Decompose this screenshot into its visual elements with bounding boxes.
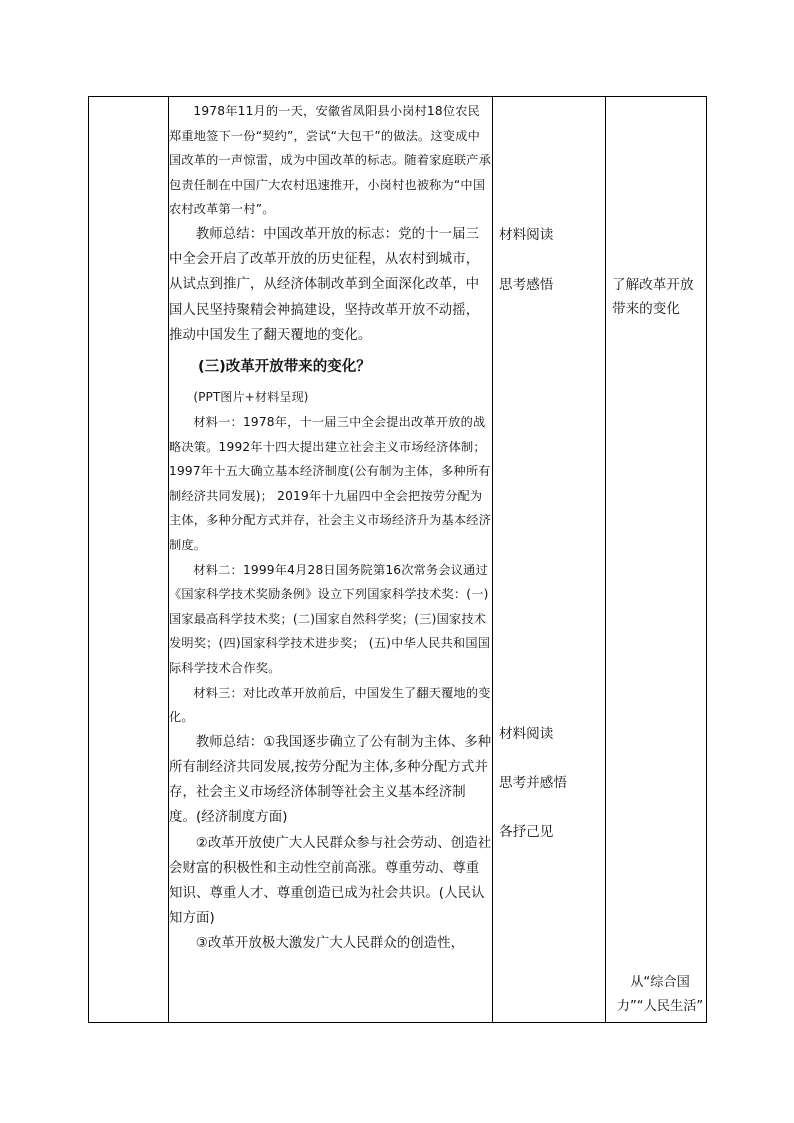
design-intent-cell xyxy=(606,97,707,1023)
teacher-summary-reform-symbol: 教师总结：中国改革开放的标志：党的十一届三中全会开启了改革开放的历史征程，从农村到城市，从试点到推广，从经济体制改革到全面深化改革，中国人民坚持聚精会神搞建设，坚持改革开放不动摇，推动中国发生了翻天覆地的变化。 xyxy=(169,226,480,343)
ppt-note: (PPT图片+材料呈现) xyxy=(193,389,309,404)
activity-material-reading-2: 材料阅读 xyxy=(499,726,554,742)
teaching-process-cell xyxy=(169,97,493,1023)
activity-material-reading: 材料阅读 xyxy=(499,227,554,243)
goal-national-power: 从“综合国力”“人民生活” xyxy=(616,975,704,1014)
section-heading-changes: (三)改革开放带来的变化？ xyxy=(198,358,371,375)
blank-cell xyxy=(89,97,169,1023)
teacher-summary-two: ②改革开放使广大人民群众参与社会劳动、创造社会财富的积极性和主动性空前高涨。尊重劳动、尊重知识、尊重人才、尊重创造已成为社会共识。(人民认知方面) xyxy=(169,835,492,927)
teacher-summary-one: 教师总结：①我国逐步确立了公有制为主体、多种所有制经济共同发展,按劳分配为主体,多种分配方式并存，社会主义市场经济体制等社会主义基本经济制度。(经济制度方面) xyxy=(169,734,492,826)
student-activity-cell xyxy=(493,97,606,1023)
material-one: 材料一：1978年，十一届三中全会提出改革开放的战略决策。1992年十四大提出建立社会主义市场经济体制；1997年十五大确立基本经济制度(公有制为主体，多种所有制经济共同发展)； 2019年十九届四中全会把按劳分配为主体，多种分配方式并存，社会主义市场经济升为基本经济制度。 xyxy=(169,414,492,552)
lesson-plan-table xyxy=(88,96,707,1023)
table-row xyxy=(89,97,707,1023)
material-three: 材料三：对比改革开放前后，中国发生了翻天覆地的变化。 xyxy=(169,685,491,725)
activity-reflection: 思考感悟 xyxy=(499,277,554,293)
activity-think-and-reflect: 思考并感悟 xyxy=(499,775,567,791)
material-two: 材料二：1999年4月28日国务院第16次常务会议通过《国家科学技术奖励条例》设立下列国家科学技术奖：(一)国家最高科学技术奖；(二)国家自然科学奖；(三)国家技术发明奖；(四)国家科学技术进步奖； (五)中华人民共和国国际科学技术合作奖。 xyxy=(169,562,491,675)
xiaogang-paragraph: 1978年11月的一天，安徽省凤阳县小岗村18位农民郑重地签下一份“契约”，尝试“大包干”的做法。这变成中国改革的一声惊雷，成为中国改革的标志。随着家庭联产承包责任制在中国广大农村迅速推开，小岗村也被称为“中国农村改革第一村”。 xyxy=(169,104,492,217)
teacher-summary-three: ③改革开放极大激发广大人民群众的创造性， xyxy=(195,936,465,952)
goal-understand-changes: 了解改革开放带来的变化 xyxy=(612,277,694,317)
activity-share-views: 各抒己见 xyxy=(499,824,554,840)
